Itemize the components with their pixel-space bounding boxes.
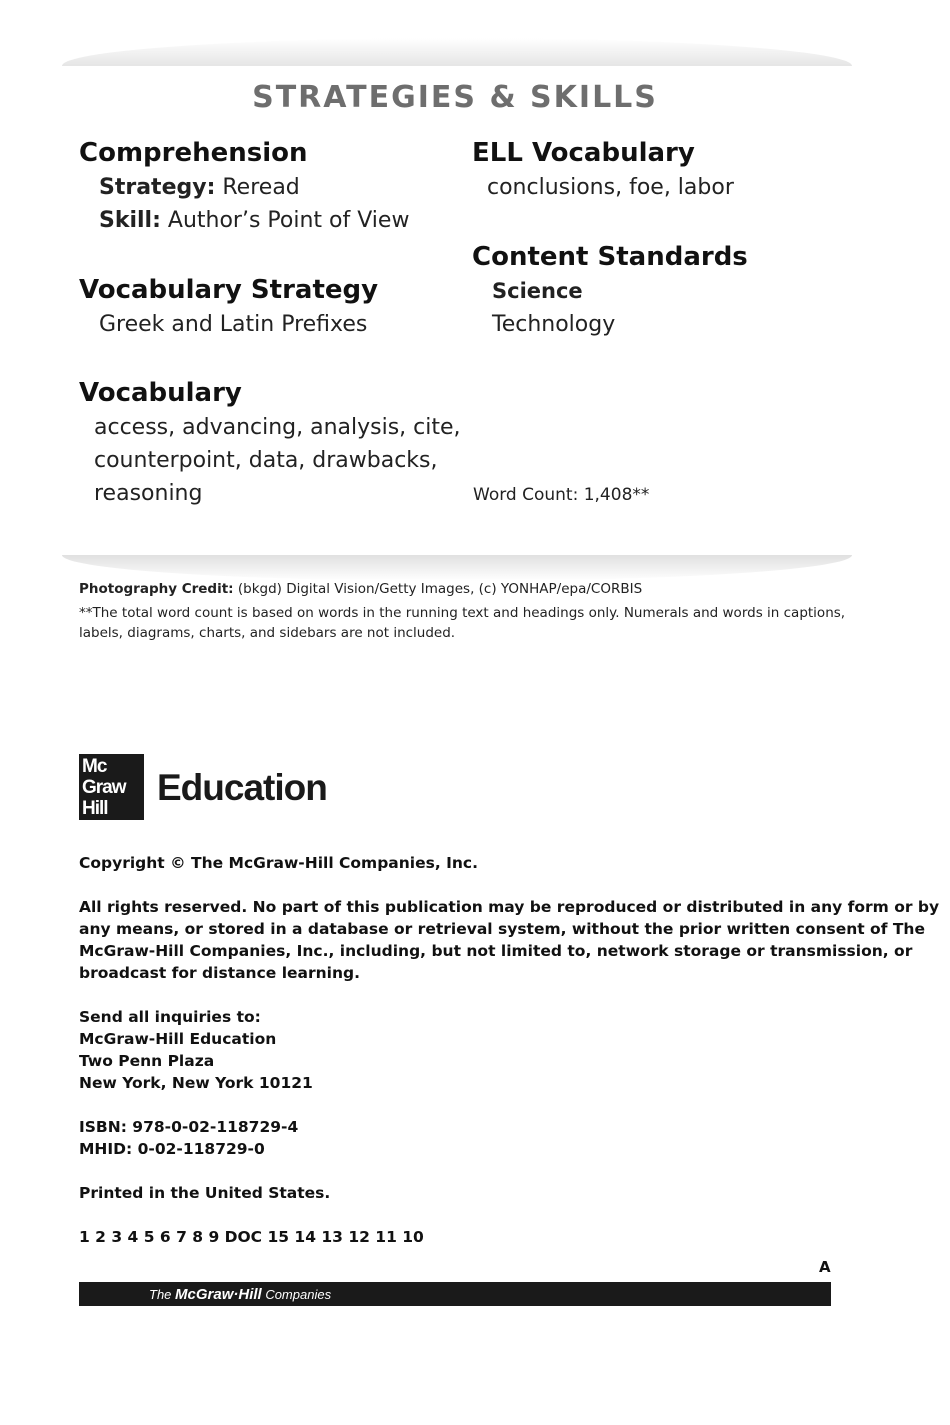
panel-top-shadow (62, 38, 852, 66)
footer-the: The (149, 1287, 176, 1302)
inquiries-line: McGraw-Hill Education (79, 1030, 277, 1048)
skill-value: Author’s Point of View (160, 208, 410, 233)
word-count: Word Count: 1,408** (473, 485, 650, 505)
footer-bar (79, 1282, 831, 1306)
logo-wordmark: Education (157, 767, 327, 808)
footer-brand-name: McGraw·Hill (175, 1286, 262, 1303)
skill-label: Skill: (99, 208, 161, 233)
photo-credit (79, 579, 642, 599)
vocab-strategy-value: Greek and Latin Prefixes (99, 312, 368, 337)
vocabulary-line: counterpoint, data, drawbacks, (94, 448, 438, 473)
word-count-note: labels, diagrams, charts, and sidebars are not included. (79, 625, 456, 641)
vocabulary-line: access, advancing, analysis, cite, (94, 415, 461, 440)
inquiries-line: Send all inquiries to: (79, 1008, 261, 1026)
footer-companies: Companies (261, 1287, 332, 1302)
mcgraw-hill-logo (79, 754, 144, 820)
rights-line: any means, or stored in a database or retrieval system, without the prior written consent of The (79, 920, 925, 938)
vocabulary-line: reasoning (94, 481, 203, 506)
comprehension-heading: Comprehension (79, 138, 308, 168)
logo-line: Graw (82, 777, 126, 798)
rights-line: All rights reserved. No part of this publication may be reproduced or distributed in any form or by (79, 898, 940, 916)
content-standards-heading: Content Standards (472, 242, 748, 272)
strategy-value: Reread (215, 175, 300, 200)
ell-vocab-heading: ELL Vocabulary (472, 138, 695, 168)
page-title: STRATEGIES & SKILLS (252, 80, 658, 115)
photo-credit-value: (bkgd) Digital Vision/Getty Images, (c) YONHAP/epa/CORBIS (233, 581, 643, 597)
word-count-note: **The total word count is based on words in the running text and headings only. Numerals and words in captions, (79, 605, 846, 621)
vocabulary-heading: Vocabulary (79, 378, 242, 408)
strategy-label: Strategy: (99, 175, 216, 200)
ell-vocab-value: conclusions, foe, labor (487, 175, 734, 200)
panel-bottom-shadow (62, 555, 852, 581)
print-number-line: 1 2 3 4 5 6 7 8 9 DOC 15 14 13 12 11 10 (79, 1228, 424, 1246)
isbn: ISBN: 978-0-02-118729-4 (79, 1118, 299, 1136)
vocab-strategy-heading: Vocabulary Strategy (79, 275, 379, 305)
content-topic: Technology (492, 312, 616, 337)
corner-letter: A (819, 1258, 831, 1276)
logo-line: Hill (82, 798, 108, 819)
inquiries-line: Two Penn Plaza (79, 1052, 215, 1070)
skill-line (99, 208, 409, 233)
content-subject: Science (492, 279, 583, 303)
copyright-line: Copyright © The McGraw-Hill Companies, Inc. (79, 854, 479, 872)
rights-line: McGraw-Hill Companies, Inc., including, but not limited to, network storage or transmission, or (79, 942, 913, 960)
rights-line: broadcast for distance learning. (79, 964, 360, 982)
logo-line: Mc (82, 756, 107, 777)
mhid: MHID: 0-02-118729-0 (79, 1140, 265, 1158)
footer-brand (149, 1286, 331, 1303)
inquiries-line: New York, New York 10121 (79, 1074, 313, 1092)
strategy-line (99, 175, 300, 200)
photo-credit-label: Photography Credit: (79, 581, 234, 597)
printed-line: Printed in the United States. (79, 1184, 331, 1202)
